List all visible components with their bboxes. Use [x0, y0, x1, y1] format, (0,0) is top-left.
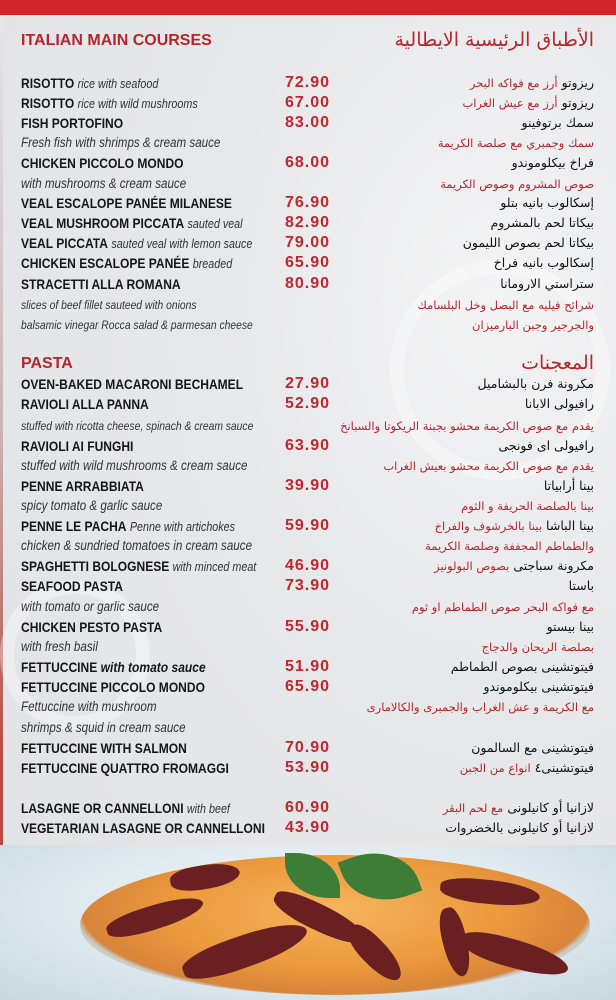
item-name-ar — [434, 556, 594, 576]
item-name-ar — [438, 133, 594, 153]
item-price: 46.90 — [284, 557, 330, 574]
item-name: RISOTTO — [21, 75, 75, 91]
item-name-en — [21, 193, 232, 213]
menu-item — [0, 476, 616, 496]
item-name-en — [21, 456, 247, 476]
item-price: 80.90 — [284, 275, 330, 292]
item-name-en — [21, 617, 162, 637]
item-name-en — [21, 213, 243, 234]
item-name-en — [21, 637, 98, 657]
menu-item-description — [0, 456, 616, 476]
item-name-en — [21, 153, 184, 173]
item-name-ar — [460, 758, 594, 778]
item-description-arabic: شرائح فيليه مع البصل وخل البلسامك — [417, 298, 594, 312]
item-name-ar — [383, 456, 594, 476]
item-price: 82.90 — [284, 214, 330, 231]
menu-item — [0, 93, 616, 113]
section-title-main-courses: ITALIAN MAIN COURSES — [21, 32, 212, 49]
item-name: SPAGHETTI BOLOGNESE — [21, 558, 170, 574]
item-subtitle: sauted veal — [187, 217, 243, 231]
menu-item — [0, 657, 616, 677]
item-description-arabic: يقدم مع صوص الكريمة محشو بجبنة الريكوتا والسبانخ — [340, 419, 594, 433]
item-description: spicy tomato & garlic sauce — [21, 498, 163, 513]
item-name-en — [21, 657, 206, 677]
item-name-arabic: باستا — [568, 578, 594, 593]
item-name-en — [21, 394, 149, 414]
item-name-arabic: فيتوتشينى٤ — [534, 760, 594, 775]
item-name-ar — [463, 233, 594, 253]
menu-item — [0, 516, 616, 536]
item-name: CHICKEN PICCOLO MONDO — [21, 155, 184, 171]
item-name-en — [21, 436, 133, 456]
item-name: FETTUCCINE — [21, 659, 98, 675]
item-name-en — [21, 818, 265, 838]
item-name-arabic: فراخ بيكلوموندو — [511, 155, 594, 170]
item-name-arabic: لازانيا أو كانيلونى بالخضروات — [445, 820, 594, 835]
item-description-arabic: والطماطم المجففة وصلصة الكريمة — [425, 539, 594, 553]
item-name-en — [21, 536, 252, 556]
item-name: FETTUCCINE QUATTRO FROMAGGI — [21, 760, 229, 776]
item-name: FETTUCCINE WITH SALMON — [21, 740, 187, 756]
menu-item — [0, 576, 616, 596]
item-name-arabic: بينا الباشا — [546, 518, 594, 533]
item-name-en — [21, 697, 157, 717]
item-description: Fresh fish with shrimps & cream sauce — [21, 135, 221, 150]
item-description-arabic: أرز مع عيش الغراب — [462, 96, 558, 110]
item-name-en — [21, 174, 186, 194]
item-name-ar — [412, 597, 594, 617]
item-name-ar — [512, 153, 594, 173]
section-title-pasta-ar: المعجنات — [521, 352, 594, 374]
pasta-photo — [0, 845, 616, 1000]
menu-item — [0, 617, 616, 637]
menu-item — [0, 113, 616, 133]
item-name-ar — [500, 193, 594, 213]
item-description-arabic: مع الكريمة و عش الغراب والجمبرى والكالامارى — [366, 700, 594, 714]
item-price: 70.90 — [284, 739, 330, 756]
item-name: LASAGNE OR CANNELLONI — [21, 800, 184, 816]
item-price: 72.90 — [284, 74, 330, 91]
menu-item — [0, 213, 616, 233]
top-red-bar — [0, 0, 616, 15]
item-name-arabic: لازانيا أو كانيلونى — [507, 800, 594, 815]
item-description: shrimps & squid in cream sauce — [21, 720, 186, 735]
item-price: 43.90 — [284, 819, 330, 836]
item-price: 55.90 — [284, 618, 330, 635]
item-name-ar — [482, 637, 594, 657]
item-name-arabic: فيتوتشينى بيكلوموندو — [483, 679, 594, 694]
item-price: 27.90 — [284, 375, 330, 392]
item-name-arabic: بينا أرابياتا — [543, 478, 594, 493]
item-price: 83.00 — [284, 114, 330, 131]
item-subtitle: rice with seafood — [77, 77, 159, 91]
item-name-ar — [547, 617, 594, 637]
item-name-en — [21, 718, 186, 738]
item-name-arabic: رافيولى اى فونجى — [498, 438, 594, 453]
item-name-en — [21, 496, 162, 516]
item-name: VEAL PICCATA — [21, 235, 108, 251]
menu-item-description — [0, 133, 616, 153]
item-name-en — [21, 93, 198, 114]
item-description-arabic: والجرجير وجبن البارميزان — [472, 318, 594, 332]
item-price: 59.90 — [284, 517, 330, 534]
item-subtitle: with beef — [186, 802, 230, 816]
item-name-en — [21, 233, 252, 254]
menu-item — [0, 758, 616, 778]
item-price: 67.00 — [284, 94, 330, 111]
menu-item — [0, 436, 616, 456]
item-name-ar — [522, 113, 595, 133]
item-description-arabic: صوص المشروم وصوص الكريمة — [440, 177, 594, 191]
item-price: 53.90 — [284, 759, 330, 776]
item-name-en — [21, 416, 253, 436]
item-name-ar — [498, 436, 594, 456]
item-name-ar — [478, 374, 594, 394]
item-name-ar — [462, 93, 594, 113]
item-name: RAVIOLI ALLA PANNA — [21, 396, 149, 412]
menu-item — [0, 193, 616, 213]
item-name-arabic: إسكالوب بانيه فراخ — [493, 255, 594, 270]
item-name-en — [21, 476, 144, 496]
item-name-ar — [425, 536, 594, 556]
item-name-en — [21, 556, 256, 577]
item-description: balsamic vinegar Rocca salad & parmesan cheese — [21, 318, 253, 332]
item-name: PENNE ARRABBIATA — [21, 478, 144, 494]
item-description: with mushrooms & cream sauce — [21, 176, 187, 191]
item-price: 52.90 — [284, 395, 330, 412]
menu-item-description — [0, 416, 616, 436]
item-name-arabic: ستراستي الارومانا — [500, 276, 594, 291]
menu-item — [0, 677, 616, 697]
menu-item — [0, 253, 616, 273]
item-name: VEAL ESCALOPE PANÉE MILANESE — [21, 195, 232, 211]
item-description: Fettuccine with mushroom — [21, 699, 157, 714]
item-name: CHICKEN ESCALOPE PANÉE — [21, 255, 190, 271]
menu-item-description — [0, 637, 616, 657]
item-description-arabic: بينا بالصلصة الحريفة و الثوم — [461, 499, 594, 513]
item-name: CHICKEN PESTO PASTA — [21, 619, 163, 635]
item-name-ar — [483, 677, 594, 697]
menu-item — [0, 274, 616, 294]
item-name-ar — [340, 416, 594, 436]
menu-item-description — [0, 718, 616, 738]
item-name-arabic: بينا بيستو — [546, 619, 594, 634]
item-description-arabic: انواع من الجبن — [459, 761, 531, 775]
item-name-en — [21, 516, 235, 537]
item-description-arabic: بينا بالخرشوف والفراخ — [434, 519, 543, 533]
item-description-arabic: مع لحم البقر — [442, 801, 504, 815]
item-subtitle: with tomato sauce — [100, 659, 206, 675]
menu-item — [0, 394, 616, 414]
item-name-en — [21, 315, 253, 335]
section-title-pasta: PASTA — [21, 355, 73, 372]
item-name-arabic: رافيولى الابانا — [524, 396, 594, 411]
item-name: SEAFOOD PASTA — [21, 578, 123, 594]
item-name-ar — [471, 738, 594, 758]
item-name-ar — [569, 576, 594, 596]
menu-item-description — [0, 697, 616, 717]
item-name-arabic: ريزوتو — [561, 75, 594, 90]
item-name-en — [21, 253, 232, 274]
item-name-arabic: ريزوتو — [561, 95, 594, 110]
item-name-arabic: مكرونة سباجتى — [513, 558, 594, 573]
item-name-ar — [472, 315, 594, 335]
menu-item-description — [0, 174, 616, 194]
item-name-ar — [470, 73, 594, 93]
item-name-arabic: مكرونة فرن بالبشاميل — [477, 376, 594, 391]
item-name-en — [21, 738, 187, 758]
item-name-en — [21, 597, 159, 617]
item-description-arabic: سمك وجمبري مع صلصة الكريمة — [437, 136, 594, 150]
menu-item-description — [0, 597, 616, 617]
item-name-ar — [544, 476, 594, 496]
item-price: 65.90 — [284, 678, 330, 695]
item-description: with fresh basil — [21, 639, 98, 654]
menu-item-description — [0, 536, 616, 556]
item-name-en — [21, 758, 229, 778]
item-description-arabic: مع فواكه البحر صوص الطماطم او ثوم — [411, 600, 594, 614]
item-name-ar — [451, 657, 594, 677]
item-name: RAVIOLI AI FUNGHI — [21, 438, 134, 454]
item-name: FISH PORTOFINO — [21, 115, 124, 131]
item-name: PENNE LE PACHA — [21, 518, 127, 534]
item-description: stuffed with ricotta cheese, spinach & cream sauce — [21, 419, 254, 433]
item-name-en — [21, 73, 158, 94]
item-price: 79.00 — [284, 234, 330, 251]
item-subtitle: Penne with artichokes — [129, 520, 236, 534]
menu-item — [0, 798, 616, 818]
item-name-ar — [490, 213, 594, 233]
item-name: FETTUCCINE PICCOLO MONDO — [21, 679, 205, 695]
item-name-ar — [525, 394, 594, 414]
menu-item — [0, 73, 616, 93]
item-price: 65.90 — [284, 254, 330, 271]
item-subtitle: breaded — [192, 257, 233, 271]
menu-item-description — [0, 295, 616, 315]
item-subtitle: rice with wild mushrooms — [77, 97, 198, 111]
item-name-arabic: سمك برتوفينو — [521, 115, 594, 130]
menu-item — [0, 374, 616, 394]
menu-item — [0, 153, 616, 173]
item-name-ar — [417, 295, 594, 315]
item-name-ar — [367, 697, 594, 717]
item-price: 63.90 — [284, 437, 330, 454]
item-name-ar — [500, 274, 594, 294]
menu-item-description — [0, 315, 616, 335]
item-description: chicken & sundried tomatoes in cream sauce — [21, 538, 253, 553]
item-name-arabic: فيتوتشينى بصوص الطماطم — [450, 659, 594, 674]
item-price: 73.90 — [284, 577, 330, 594]
item-name-en — [21, 113, 123, 133]
item-name-en — [21, 798, 230, 819]
item-description: with tomato or garlic sauce — [21, 599, 160, 614]
item-description: stuffed with wild mushrooms & cream sauce — [21, 458, 248, 473]
item-description: slices of beef fillet sauteed with onions — [21, 298, 197, 312]
menu-item — [0, 818, 616, 838]
item-price: 39.90 — [284, 477, 330, 494]
menu-item — [0, 556, 616, 576]
section-title-main-courses-ar: الأطباق الرئيسية الايطالية — [394, 29, 594, 51]
item-price: 60.90 — [284, 799, 330, 816]
item-description-arabic: بصلصة الريحان والدجاج — [481, 640, 594, 654]
item-price: 68.00 — [284, 154, 330, 171]
menu-item — [0, 738, 616, 758]
item-name-ar — [461, 496, 594, 516]
item-name-ar — [443, 798, 594, 818]
item-name-en — [21, 576, 123, 596]
item-name-arabic: بيكاتا لحم بالمشروم — [490, 215, 594, 230]
item-name: STRACETTI ALLA ROMANA — [21, 276, 181, 292]
item-name: RISOTTO — [21, 95, 75, 111]
item-name-arabic: إسكالوب بانيه بتلو — [500, 195, 594, 210]
item-price: 76.90 — [284, 194, 330, 211]
item-subtitle: sauted veal with lemon sauce — [111, 237, 253, 251]
item-name-en — [21, 295, 197, 315]
item-name-arabic: فيتوتشينى مع السالمون — [471, 740, 594, 755]
item-price: 51.90 — [284, 658, 330, 675]
menu-item-description — [0, 496, 616, 516]
item-name: OVEN-BAKED MACARONI BECHAMEL — [21, 376, 244, 392]
item-description-arabic: بصوص البولونيز — [434, 559, 510, 573]
item-name-arabic: بيكاتا لحم بصوص الليمون — [462, 235, 594, 250]
item-name-ar — [494, 253, 594, 273]
menu-item — [0, 233, 616, 253]
item-name-en — [21, 274, 181, 294]
item-name-en — [21, 133, 220, 153]
item-name-ar — [435, 516, 594, 536]
item-name: VEAL MUSHROOM PICCATA — [21, 215, 185, 231]
item-name-ar — [445, 818, 594, 838]
item-name-ar — [440, 174, 594, 194]
item-description-arabic: يقدم مع صوص الكريمة محشو بعيش الغراب — [383, 459, 594, 473]
item-subtitle: with minced meat — [172, 560, 257, 574]
item-description-arabic: أرز مع فواكه البحر — [469, 76, 558, 90]
item-name-en — [21, 677, 205, 697]
item-name-en — [21, 374, 243, 394]
item-name: VEGETARIAN LASAGNE OR CANNELLONI — [21, 820, 265, 836]
